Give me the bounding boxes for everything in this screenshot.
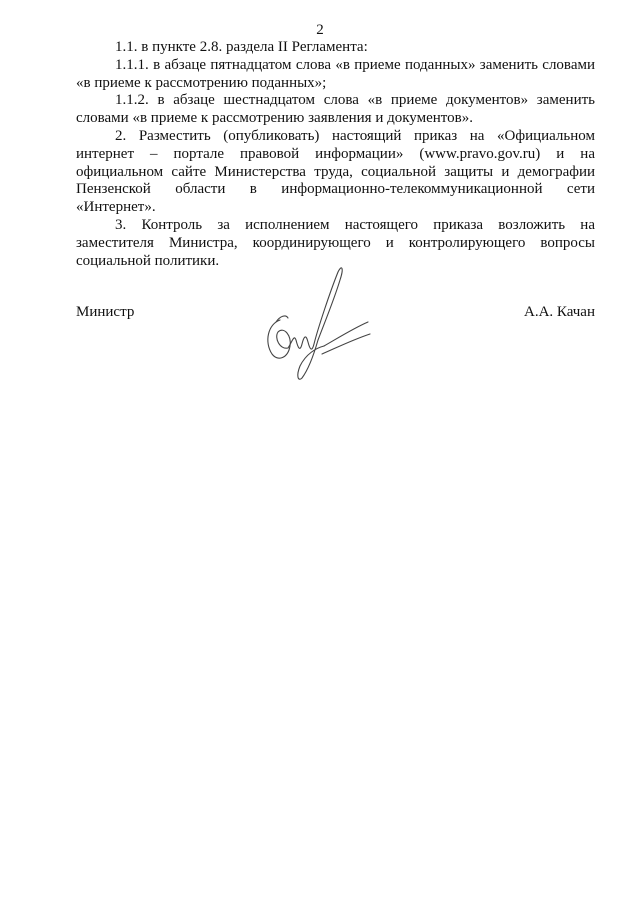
paragraph-3: 3. Контроль за исполнением настоящего приказа возложить на заместителя Министра, координирующего и контролирующего вопросы социальной политики. bbox=[76, 216, 595, 269]
paragraph-1-1-1: 1.1.1. в абзаце пятнадцатом слова «в приеме поданных» заменить словами «в приеме к рассмотрению поданных»; bbox=[76, 56, 595, 91]
page-number: 2 bbox=[316, 22, 324, 38]
signatory-name: А.А. Качан bbox=[523, 304, 595, 320]
signatory-title: Министр bbox=[76, 304, 135, 320]
paragraph-2: 2. Разместить (опубликовать) настоящий приказ на «Официальном интернет – портале правовой информации» (www.pravo.gov.ru) и на официальном сайте Министерства труда, социальной защиты и демографии Пензенской области в информационно-телекоммуникационной сети «Интернет». bbox=[76, 127, 595, 216]
handwritten-signature bbox=[258, 262, 376, 382]
paragraph-1-1-2: 1.1.2. в абзаце шестнадцатом слова «в приеме документов» заменить словами «в приеме к рассмотрению заявления и документов». bbox=[76, 92, 595, 127]
paragraph-1-1: 1.1. в пункте 2.8. раздела II Регламента: bbox=[115, 39, 368, 55]
document-body bbox=[76, 39, 595, 270]
